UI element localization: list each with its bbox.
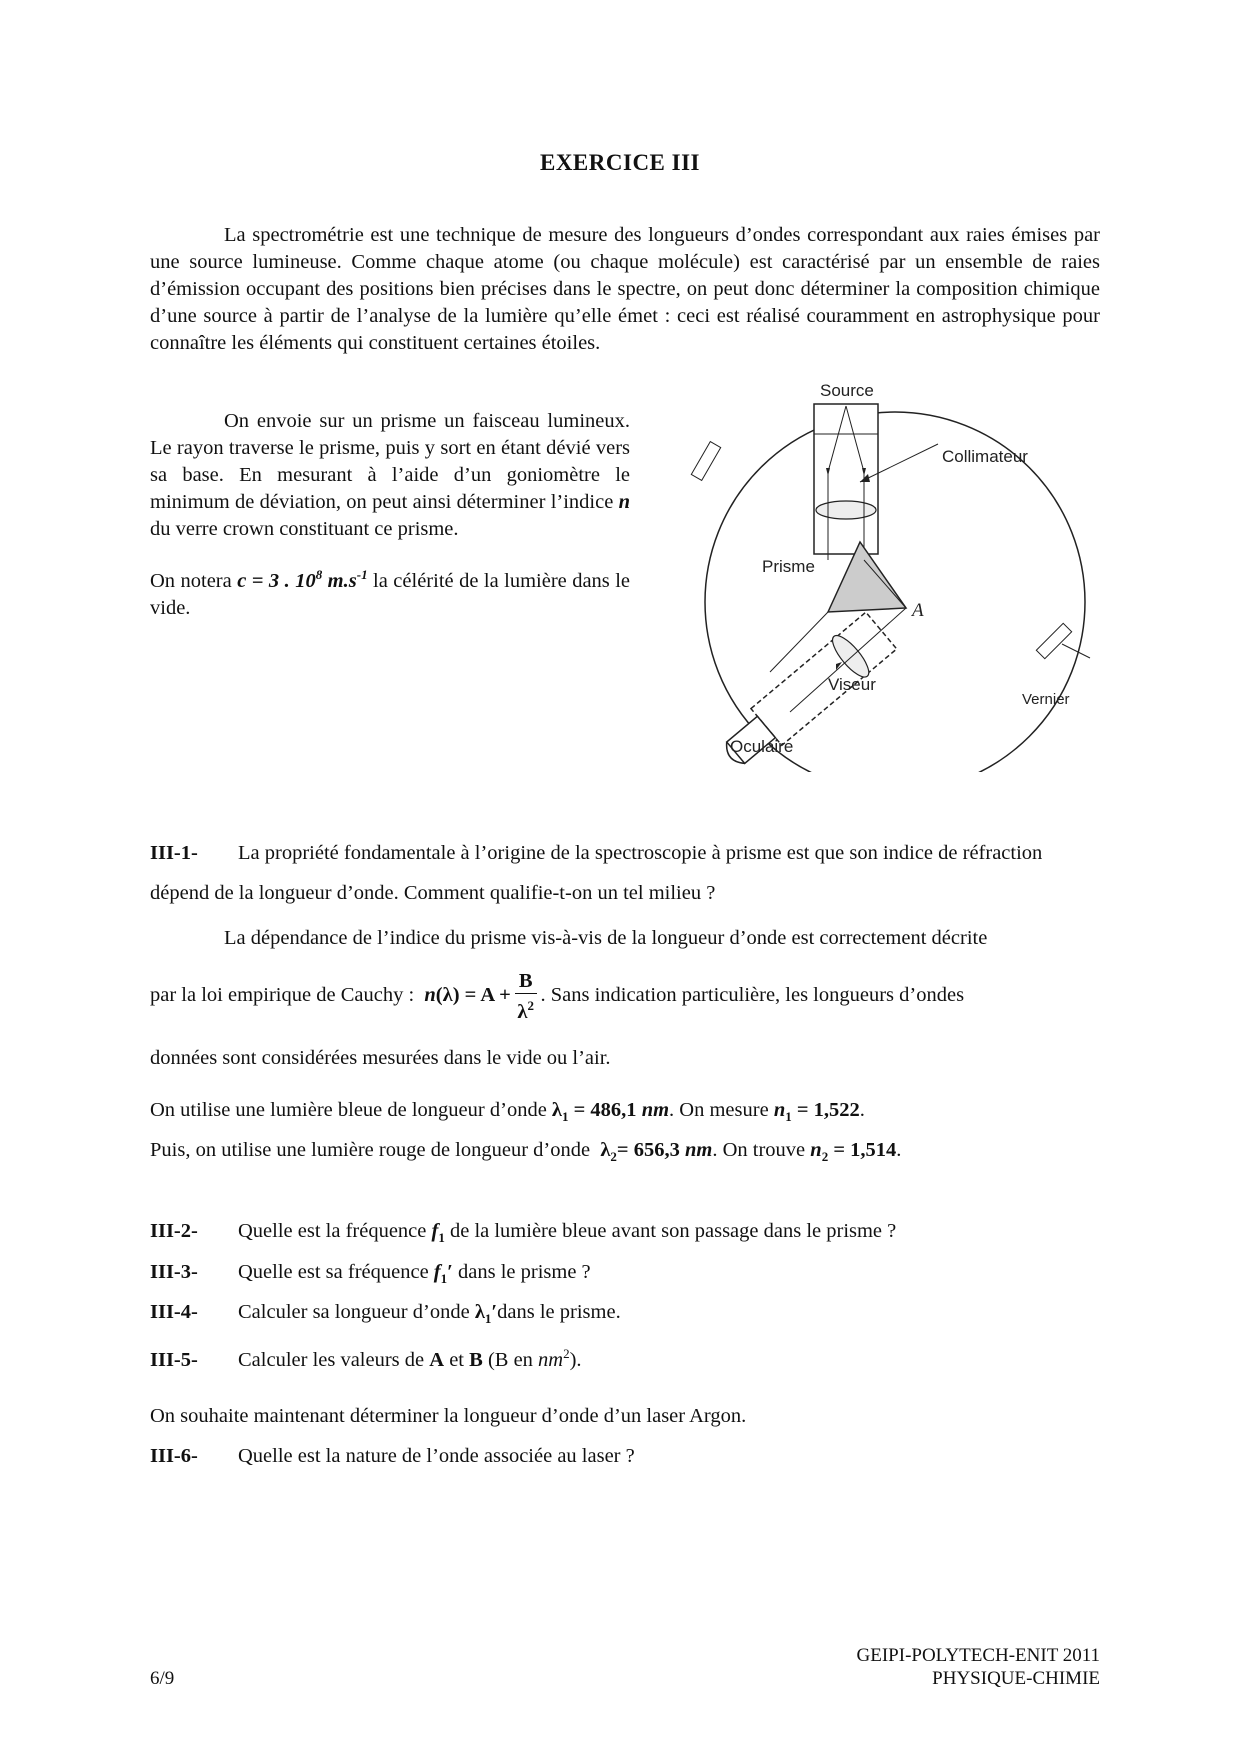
- frequency-subscript: 1: [440, 1271, 448, 1287]
- lambda-value: = 486,1: [568, 1099, 642, 1121]
- laser-intro-text: On souhaite maintenant déterminer la longueur d’onde d’un laser Argon.: [150, 1405, 747, 1427]
- question-iii-5: [150, 1340, 1100, 1374]
- denominator-lambda: λ: [517, 1000, 528, 1023]
- constant-b: B: [469, 1348, 483, 1371]
- index-value: = 1,514: [828, 1139, 897, 1161]
- index-subscript: 2: [821, 1149, 829, 1165]
- c-value: c = 3 . 10: [237, 569, 316, 592]
- lambda-symbol: λ: [551, 1099, 562, 1121]
- question-label: III-2-: [150, 1220, 198, 1242]
- lambda-symbol: λ: [474, 1301, 485, 1323]
- index-symbol: n: [773, 1099, 786, 1121]
- prism-description: [150, 408, 630, 622]
- c-unit: m.s: [327, 569, 357, 592]
- constant-a: A: [429, 1348, 445, 1371]
- lambda-unit: nm: [641, 1099, 670, 1121]
- collimator-lens: [816, 501, 876, 519]
- blue-lambda: [551, 1099, 642, 1125]
- question-text: La propriété fondamentale à l’origine de la spectroscopie à prisme est que son indice de réfraction dépend de la longueur d’onde. Comment qualifie-t-on un tel milieu ?: [150, 842, 1043, 904]
- question-text-end: de la lumière bleue avant son passage dans le prisme ?: [449, 1220, 897, 1242]
- red-mid: . On trouve: [712, 1139, 806, 1161]
- exercise-title: EXERCICE III: [539, 150, 700, 175]
- label-prisme: Prisme: [762, 557, 815, 576]
- lambda-symbol: λ: [600, 1139, 611, 1161]
- label-oculaire: Oculaire: [730, 737, 794, 756]
- frequency-subscript: 1: [438, 1230, 445, 1246]
- index-subscript: 1: [785, 1109, 792, 1125]
- lambda-subscript: 2: [610, 1149, 617, 1165]
- scale-left: [691, 442, 720, 481]
- prism-paragraph: [150, 408, 630, 543]
- cauchy-fraction: [515, 969, 537, 1024]
- question-iii-1: [150, 833, 1100, 913]
- unit-nm: nm: [538, 1348, 564, 1371]
- intro-text: La spectrométrie est une technique de mesure des longueurs d’ondes correspondant aux raies émises par une source lumineuse. Comme chaque atome (ou chaque molécule) est caractérisé par un ensemble de raies d’émission occupant des positions bien précises dans le spectre, on peut donc déterminer la composition chimique d’une source à partir de l’analyse de la lumière qu’elle émet : ceci est réalisé couramment en astrophysique pour connaître les éléments qui constituent certaines étoiles.: [150, 224, 1100, 354]
- question-text-end: dans le prisme.: [497, 1301, 621, 1323]
- lambda-value: = 656,3: [616, 1139, 685, 1161]
- cauchy-lhs: (λ) = A +: [435, 984, 511, 1006]
- light-speed-lead: On notera: [150, 569, 232, 592]
- c-exponent: 8: [315, 567, 323, 582]
- footer-line-1: GEIPI-POLYTECH-ENIT 2011: [856, 1645, 1100, 1666]
- cauchy-intro: [150, 925, 1100, 952]
- red-end: .: [896, 1139, 902, 1161]
- footer-institution: [857, 1644, 1100, 1690]
- frequency-symbol: f: [433, 1261, 441, 1283]
- prism-text-end: du verre crown constituant ce prisme.: [150, 518, 459, 540]
- index-variable: n: [618, 491, 630, 513]
- fraction-denominator: [515, 994, 537, 1024]
- blue-end: .: [859, 1099, 865, 1121]
- blue-light-line: [150, 1097, 1100, 1130]
- prime-mark: ′: [491, 1301, 498, 1323]
- cauchy-lead: par la loi empirique de Cauchy :: [150, 984, 415, 1006]
- label-viseur: Viseur: [828, 675, 876, 694]
- cauchy-law: [150, 965, 1100, 1025]
- frequency-symbol: f: [431, 1220, 439, 1242]
- question-label: III-1-: [150, 842, 198, 864]
- blue-mid: . On mesure: [669, 1099, 769, 1121]
- light-speed-value: [237, 567, 368, 592]
- question-text: Calculer les valeurs de: [238, 1348, 425, 1371]
- unit-paren-end: ).: [569, 1348, 582, 1371]
- label-vernier: Vernier: [1022, 691, 1070, 708]
- blue-start: On utilise une lumière bleue de longueur d’onde: [150, 1099, 547, 1121]
- cauchy-n: n: [424, 984, 436, 1006]
- lambda-subscript: 1: [562, 1109, 569, 1125]
- cauchy-end: [150, 1045, 1100, 1072]
- fraction-numerator: B: [515, 969, 537, 994]
- question-text: Calculer sa longueur d’onde: [238, 1301, 470, 1323]
- prism-text: On envoie sur un prisme un faisceau lumineux. Le rayon traverse le prisme, puis y sort en étant dévié vers sa base. En mesurant à l’aide d’un goniomètre le minimum de déviation, on peut ainsi déterminer l’indice: [150, 410, 630, 513]
- red-start: Puis, on utilise une lumière rouge de longueur d’onde: [150, 1139, 591, 1161]
- footer-line-2: PHYSIQUE-CHIMIE: [932, 1668, 1100, 1689]
- prime-mark: ′: [447, 1261, 453, 1283]
- c-unit-exponent: -1: [356, 567, 368, 582]
- page-number: 6/9: [150, 1668, 175, 1689]
- unit-paren-start: (B en: [487, 1348, 533, 1371]
- question-text: Quelle est sa fréquence: [238, 1261, 429, 1283]
- unit-exponent: 2: [563, 1346, 570, 1361]
- question-text-end: dans le prisme ?: [458, 1261, 591, 1283]
- cauchy-intro-text: La dépendance de l’indice du prisme vis-à-vis de la longueur d’onde est correctement décrite: [224, 927, 988, 949]
- question-label: III-4-: [150, 1301, 198, 1323]
- cauchy-end-text: données sont considérées mesurées dans le vide ou l’air.: [150, 1047, 611, 1069]
- laser-intro: [150, 1403, 1100, 1430]
- label-a: A: [912, 600, 924, 621]
- light-speed-paragraph: [150, 561, 630, 622]
- label-collimateur: Collimateur: [942, 447, 1028, 466]
- lambda-unit: nm: [684, 1139, 713, 1161]
- question-label: III-6-: [150, 1445, 198, 1467]
- index-symbol: n: [810, 1139, 822, 1161]
- intro-paragraph: [150, 222, 1100, 357]
- index-value: = 1,522: [791, 1099, 860, 1121]
- light-speed-end: la célérité de la lumière dans le vide.: [150, 569, 631, 619]
- red-light-line: [150, 1137, 1100, 1170]
- conjunction: et: [449, 1348, 464, 1371]
- denominator-exponent: 2: [527, 997, 534, 1013]
- lambda-subscript: 1: [484, 1311, 492, 1327]
- question-iii-3: [150, 1259, 1100, 1292]
- red-lambda: [600, 1139, 685, 1165]
- question-text: Quelle est la fréquence: [238, 1220, 427, 1242]
- question-text: Quelle est la nature de l’onde associée au laser ?: [238, 1445, 635, 1467]
- cauchy-trail: . Sans indication particulière, les longueurs d’ondes: [540, 984, 965, 1006]
- question-label: III-5-: [150, 1348, 198, 1371]
- goniometer-diagram: [670, 372, 1110, 772]
- question-label: III-3-: [150, 1261, 198, 1283]
- vernier-scale: [1036, 623, 1071, 658]
- question-iii-4: [150, 1299, 1100, 1332]
- question-iii-6: [150, 1443, 1100, 1470]
- label-source: Source: [820, 381, 874, 400]
- question-iii-2: [150, 1218, 1100, 1251]
